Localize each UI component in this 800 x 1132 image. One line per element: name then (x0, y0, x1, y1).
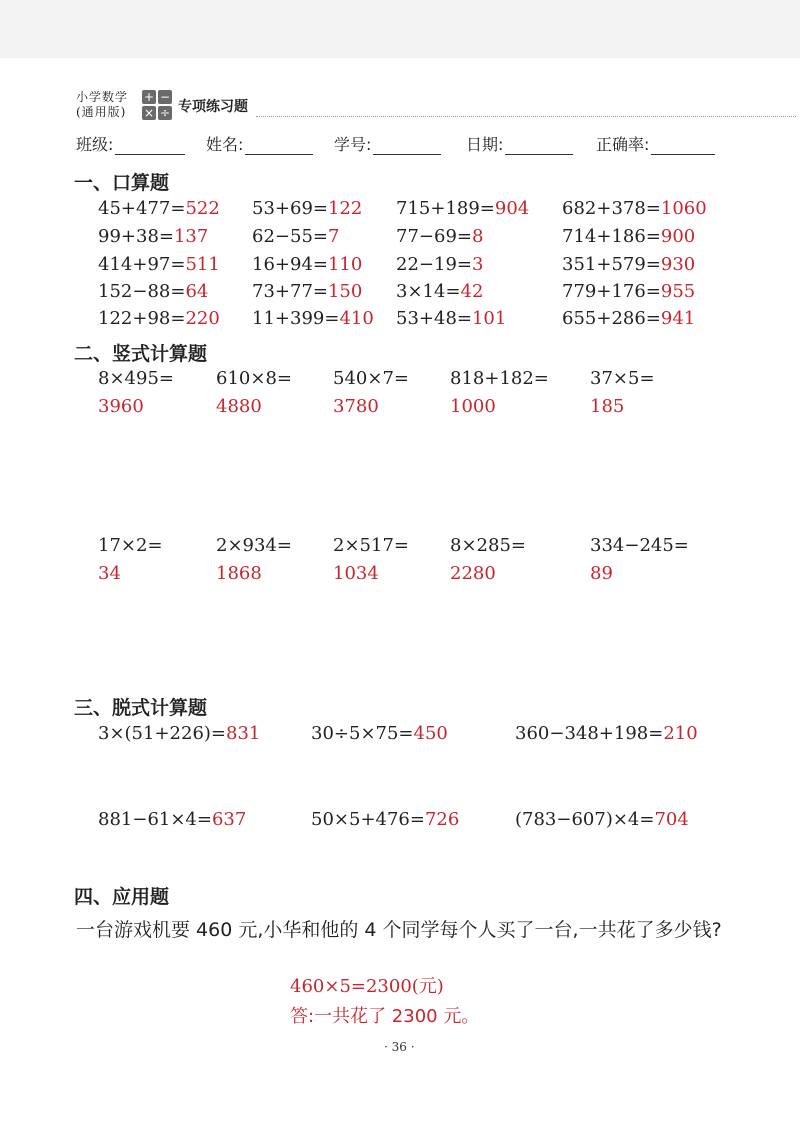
mental-math-item (396, 226, 483, 247)
answer: 930 (660, 254, 696, 275)
mental-math-item (252, 281, 362, 302)
vertical-calc-question: 818+182= (450, 368, 549, 389)
mental-math-item (252, 308, 374, 329)
word-problem-answer: 答:一共花了 2300 元。 (290, 1006, 480, 1027)
answer: 220 (185, 308, 220, 329)
question: 3×14= (396, 281, 461, 302)
vertical-calc-question: 334−245= (590, 535, 689, 556)
answer: 704 (654, 809, 689, 830)
vertical-calc-answer: 3960 (98, 396, 144, 417)
divide-icon: ÷ (159, 106, 171, 120)
answer: 8 (471, 226, 484, 247)
brand-label (76, 90, 138, 120)
section-1-title: 一、口算题 (74, 172, 170, 194)
question: 30÷5×75= (311, 723, 414, 744)
mental-math-item (562, 254, 695, 275)
accuracy-blank[interactable] (651, 136, 715, 155)
brand-line1: 小学数学 (76, 90, 129, 104)
question: 715+189= (396, 198, 495, 219)
question: 3×(51+226)= (98, 723, 227, 744)
mental-math-item (98, 198, 220, 219)
mental-math-item (396, 281, 483, 302)
class-label: 班级: (76, 135, 114, 154)
answer: 637 (211, 809, 247, 830)
step-calc-item (515, 809, 689, 830)
page-title: 专项练习题 (178, 99, 248, 115)
question: 152−88= (98, 281, 186, 302)
question: 53+48= (396, 308, 472, 329)
vertical-calc-answer: 1000 (450, 396, 496, 417)
plus-icon: + (143, 90, 155, 104)
step-calc-item (98, 723, 260, 744)
mental-math-item (562, 281, 695, 302)
question: 16+94= (252, 254, 328, 275)
mental-math-item (562, 198, 707, 219)
mental-math-item (98, 281, 208, 302)
answer: 410 (339, 308, 374, 329)
vertical-calc-question: 37×5= (590, 368, 655, 389)
mental-math-item (98, 308, 220, 329)
section-4-title: 四、应用题 (74, 886, 170, 908)
vertical-calc-answer: 2280 (450, 563, 496, 584)
vertical-calc-question: 540×7= (333, 368, 409, 389)
answer: 904 (494, 198, 530, 219)
step-calc-item (515, 723, 698, 744)
answer: 137 (173, 226, 209, 247)
question: 122+98= (98, 308, 186, 329)
date-field (466, 132, 573, 155)
mental-math-item (562, 226, 695, 247)
date-blank[interactable] (505, 136, 573, 155)
question: 414+97= (98, 254, 186, 275)
vertical-calc-answer: 3780 (333, 396, 379, 417)
mental-math-item (396, 308, 506, 329)
question: 73+77= (252, 281, 328, 302)
answer: 941 (660, 308, 696, 329)
question: 360−348+198= (515, 723, 664, 744)
answer: 522 (185, 198, 220, 219)
name-blank[interactable] (245, 136, 313, 155)
date-label: 日期: (466, 135, 504, 154)
answer: 511 (185, 254, 220, 275)
answer: 150 (327, 281, 363, 302)
vertical-calc-answer: 89 (590, 563, 613, 584)
vertical-calc-answer: 185 (590, 396, 625, 417)
answer: 450 (413, 723, 448, 744)
vertical-calc-question: 17×2= (98, 535, 163, 556)
question: 62−55= (252, 226, 328, 247)
brand-line2: (通用版) (76, 105, 127, 119)
question: 77−69= (396, 226, 472, 247)
vertical-calc-answer: 4880 (216, 396, 262, 417)
word-problem-text: 一台游戏机要 460 元,小华和他的 4 个同学每个人买了一台,一共花了多少钱? (76, 919, 722, 941)
page-number: · 36 · (384, 1040, 415, 1054)
step-calc-item (98, 809, 246, 830)
class-field (76, 132, 185, 155)
answer: 1060 (660, 198, 707, 219)
operator-logo (142, 90, 174, 122)
vertical-calc-question: 8×495= (98, 368, 174, 389)
mental-math-item (252, 226, 339, 247)
question: 779+176= (562, 281, 661, 302)
answer: 110 (327, 254, 363, 275)
multiply-icon: × (143, 106, 155, 120)
accuracy-field (596, 132, 715, 155)
question: 22−19= (396, 254, 472, 275)
vertical-calc-question: 8×285= (450, 535, 526, 556)
answer: 101 (471, 308, 507, 329)
mental-math-item (98, 226, 208, 247)
vertical-calc-answer: 34 (98, 563, 121, 584)
answer: 7 (327, 226, 340, 247)
answer: 122 (327, 198, 363, 219)
answer: 64 (185, 281, 209, 302)
answer: 42 (460, 281, 484, 302)
vertical-calc-question: 2×517= (333, 535, 409, 556)
mental-math-item (396, 254, 483, 275)
answer: 210 (663, 723, 698, 744)
student-id-blank[interactable] (373, 136, 441, 155)
section-2-title: 二、竖式计算题 (74, 343, 208, 365)
vertical-calc-answer: 1034 (333, 563, 379, 584)
question: 99+38= (98, 226, 174, 247)
answer: 900 (660, 226, 696, 247)
question: (783−607)×4= (515, 809, 655, 830)
question: 655+286= (562, 308, 661, 329)
header-divider (256, 116, 796, 117)
name-field (206, 132, 313, 155)
name-label: 姓名: (206, 135, 244, 154)
question: 351+579= (562, 254, 661, 275)
mental-math-item (252, 254, 362, 275)
question: 53+69= (252, 198, 328, 219)
vertical-calc-question: 2×934= (216, 535, 292, 556)
mental-math-item (98, 254, 220, 275)
question: 45+477= (98, 198, 186, 219)
page-top-band (0, 0, 800, 58)
word-problem-solution: 460×5=2300(元) (290, 976, 444, 997)
answer: 831 (226, 723, 261, 744)
step-calc-item (311, 809, 459, 830)
answer: 726 (424, 809, 460, 830)
minus-icon: − (159, 90, 171, 104)
answer: 955 (660, 281, 696, 302)
vertical-calc-answer: 1868 (216, 563, 262, 584)
student-id-field (334, 132, 441, 155)
question: 714+186= (562, 226, 661, 247)
question: 11+399= (252, 308, 340, 329)
mental-math-item (396, 198, 529, 219)
question: 881−61×4= (98, 809, 212, 830)
student-id-label: 学号: (334, 135, 372, 154)
accuracy-label: 正确率: (596, 135, 650, 154)
answer: 3 (471, 254, 484, 275)
question: 682+378= (562, 198, 661, 219)
question: 50×5+476= (311, 809, 425, 830)
vertical-calc-question: 610×8= (216, 368, 292, 389)
step-calc-item (311, 723, 448, 744)
mental-math-item (252, 198, 362, 219)
class-blank[interactable] (115, 136, 185, 155)
mental-math-item (562, 308, 695, 329)
section-3-title: 三、脱式计算题 (74, 697, 208, 719)
